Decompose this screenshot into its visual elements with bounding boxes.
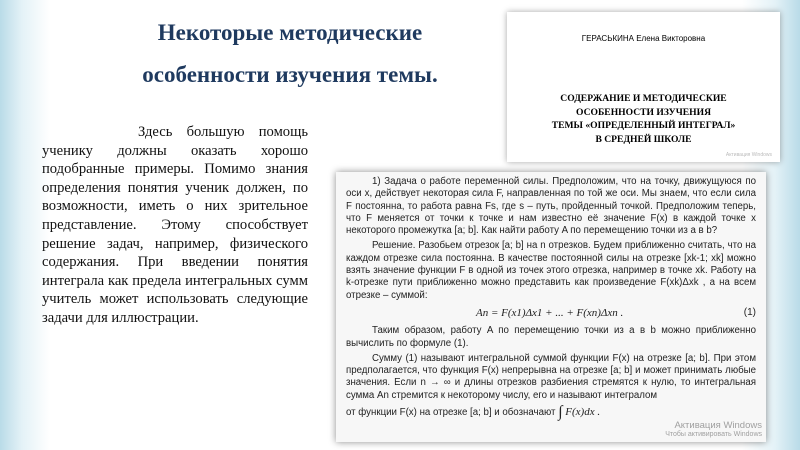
excerpt-integral-body: F(x)dx . (565, 406, 601, 419)
windows-activation-watermark (665, 420, 762, 438)
excerpt-definition: Сумму (1) называют интегральной суммой функции F(x) на отрезке [a; b]. При этом предполагается, что функция F(x) непрерывна на отрезке [a; b] и может принимать любые значения. Если n → ∞ и длины отрезков разбиения стремятся к нулю, то интегральная сумма An стремится к некоторому числу, его и называют интегралом (346, 352, 756, 401)
slide-body-text: Здесь большую помощь ученику должны оказать хорошо подобранные примеры. Помимо знания определения понятия ученик должен, по возможности, иметь о них зрительное представление. Этому способствует решение задач, например, физического содержания. При введении понятия интеграла как предела интегральных сумм учитель может использовать следующие задачи для иллюстрации. (42, 124, 308, 326)
book-cover-image (507, 12, 780, 162)
activation-line-2: Чтобы активировать Windows (665, 431, 762, 438)
cover-title-line-1: СОДЕРЖАНИЕ И МЕТОДИЧЕСКИЕ (560, 93, 727, 104)
slide-title-line-2: особенности изучения темы. (142, 62, 438, 87)
integral-sign-icon: ∫ (558, 403, 563, 421)
excerpt-integral-line (346, 403, 756, 421)
cover-author: ГЕРАСЬКИНА Елена Викторовна (581, 34, 706, 43)
excerpt-integral-text: от функции F(x) на отрезке [a; b] и обозначают (346, 407, 556, 419)
cover-watermark: Активация Windows (725, 152, 772, 158)
excerpt-formula-row (346, 305, 756, 325)
cover-title-line-3: ТЕМЫ «ОПРЕДЕЛЕННЫЙ ИНТЕГРАЛ» (551, 120, 736, 131)
slide-title (100, 12, 480, 96)
slide-title-line-1: Некоторые методические (157, 20, 423, 45)
cover-title-line-2: ОСОБЕННОСТИ ИЗУЧЕНИЯ (575, 106, 712, 118)
cover-title (507, 92, 780, 146)
excerpt-formula-number: (1) (743, 306, 756, 318)
excerpt-solution: Решение. Разобьем отрезок [a; b] на n отрезков. Будем приближенно считать, что на каждом отрезке сила постоянна. В качестве постоянной силы на отрезке [xk-1; xk] можно взять значение функции F в одной из точек этого отрезка, например в точке xk. Работу на k-отрезке пути приближенно можно представить как произведение F(xk)Δxk , а на всем отрезке – суммой: (346, 240, 756, 301)
cover-title-line-4: В СРЕДНЕЙ ШКОЛЕ (595, 133, 692, 145)
excerpt-conclusion: Таким образом, работу A по перемещению точки из a в b можно приближенно вычислить по формуле (1). (346, 325, 756, 349)
excerpt-problem: 1) Задача о работе переменной силы. Предположим, что на точку, движущуюся по оси x, действует некоторая сила F, направленная по той же оси. Мы знаем, что если сила F постоянна, то работа равна Fs, где s – путь, пройденный точкой. Предположим теперь, что F меняется от точки к точке и нам известно её значение F(x) в каждой точке x некоторого промежутка [a; b]. Как найти работу A по перемещению точки из a в b? (346, 176, 756, 237)
excerpt-formula: An = F(x1)Δx1 + ... + F(xn)Δxn . (476, 306, 624, 319)
textbook-excerpt-image (336, 172, 766, 442)
activation-line-1: Активация Windows (674, 420, 762, 431)
